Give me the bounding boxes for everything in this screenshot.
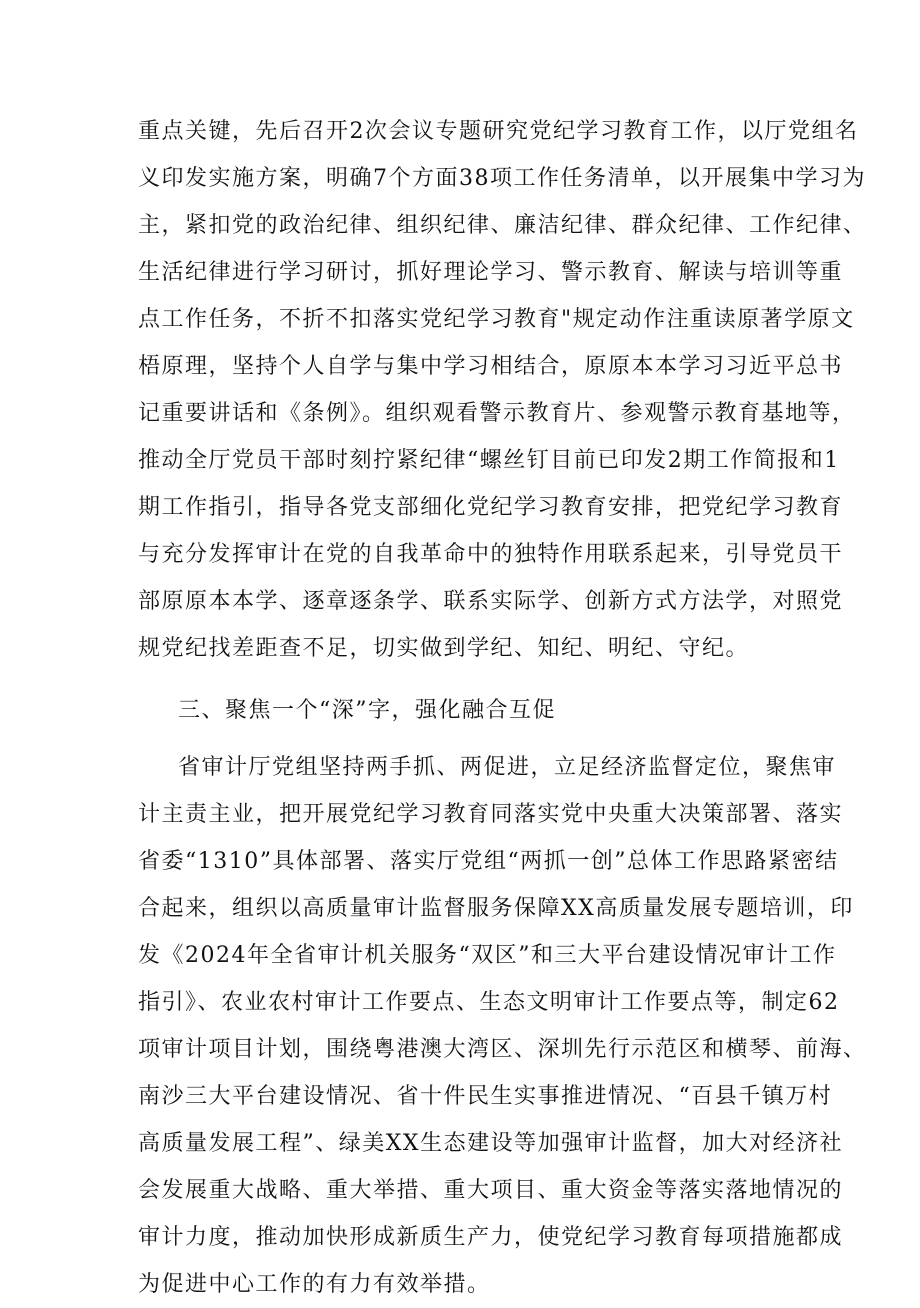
paragraph-2 <box>138 744 867 1308</box>
text-line: 点工作任务，不折不扣落实党纪学习教育"规定动作注重读原著学原文 <box>138 307 855 332</box>
text-line: 指引》、农业农村审计工作要点、生态文明审计工作要点等，制定62 <box>138 990 840 1015</box>
text-line: 主，紧扣党的政治纪律、组织纪律、廉洁纪律、群众纪律、工作纪律、 <box>138 213 867 238</box>
text-line: 推动全厅党员干部时刻拧紧纪律“螺丝钉目前已印发2期工作简报和1 <box>138 448 840 473</box>
text-line: 南沙三大平台建设情况、省十件民生实事推进情况、“百县千镇万村 <box>138 1084 833 1109</box>
text-line: 省审计厅党组坚持两手抓、两促进，立足经济监督定位，聚焦审 <box>178 755 837 780</box>
text-line: 生活纪律进行学习研讨，抓好理论学习、警示教育、解读与培训等重 <box>138 260 844 285</box>
text-line: 计主责主业，把开展党纪学习教育同落实党中央重大决策部署、落实 <box>138 802 844 827</box>
text-line: 省委“1310”具体部署、落实厅党组“两抓一创”总体工作思路紧密结 <box>138 849 839 874</box>
text-line: 高质量发展工程”、绿美XX生态建设等加强审计监督，加大对经济社 <box>138 1131 844 1156</box>
document-body <box>138 108 867 1308</box>
text-line: 梧原理，坚持个人自学与集中学习相结合，原原本本学习习近平总书 <box>138 354 844 379</box>
text-line: 项审计项目计划，围绕粤港澳大湾区、深圳先行示范区和横琴、前海、 <box>138 1037 867 1062</box>
text-line: 规党纪找差距查不足，切实做到学纪、知纪、明纪、守纪。 <box>138 636 750 661</box>
text-line: 会发展重大战略、重大举措、重大项目、重大资金等落实落地情况的 <box>138 1178 844 1203</box>
text-line: 记重要讲话和《条例》。组织观看警示教育片、参观警示教育基地等， <box>138 401 856 426</box>
text-line: 期工作指引，指导各党支部细化党纪学习教育安排，把党纪学习教育 <box>138 495 844 520</box>
text-line: 合起来，组织以高质量审计监督服务保障XX高质量发展专题培训，印 <box>138 896 854 921</box>
text-line: 部原原本本学、逐章逐条学、联系实际学、创新方式方法学，对照党 <box>138 589 844 614</box>
paragraph-1 <box>138 108 867 672</box>
text-line: 审计力度，推动加快形成新质生产力，使党纪学习教育每项措施都成 <box>138 1225 844 1250</box>
text-line: 义印发实施方案，明确7个方面38项工作任务清单，以开展集中学习为 <box>138 166 866 191</box>
text-line: 发《2024年全省审计机关服务“双区”和三大平台建设情况审计工作 <box>138 943 837 968</box>
text-line: 为促进中心工作的有力有效举措。 <box>138 1272 491 1297</box>
text-line: 重点关键，先后召开2次会议专题研究党纪学习教育工作，以厅党组名 <box>138 119 859 144</box>
text-line: 与充分发挥审计在党的自我革命中的独特作用联系起来，引导党员干 <box>138 542 844 567</box>
section-heading: 三、聚焦一个“深”字，强化融合互促 <box>178 698 556 723</box>
